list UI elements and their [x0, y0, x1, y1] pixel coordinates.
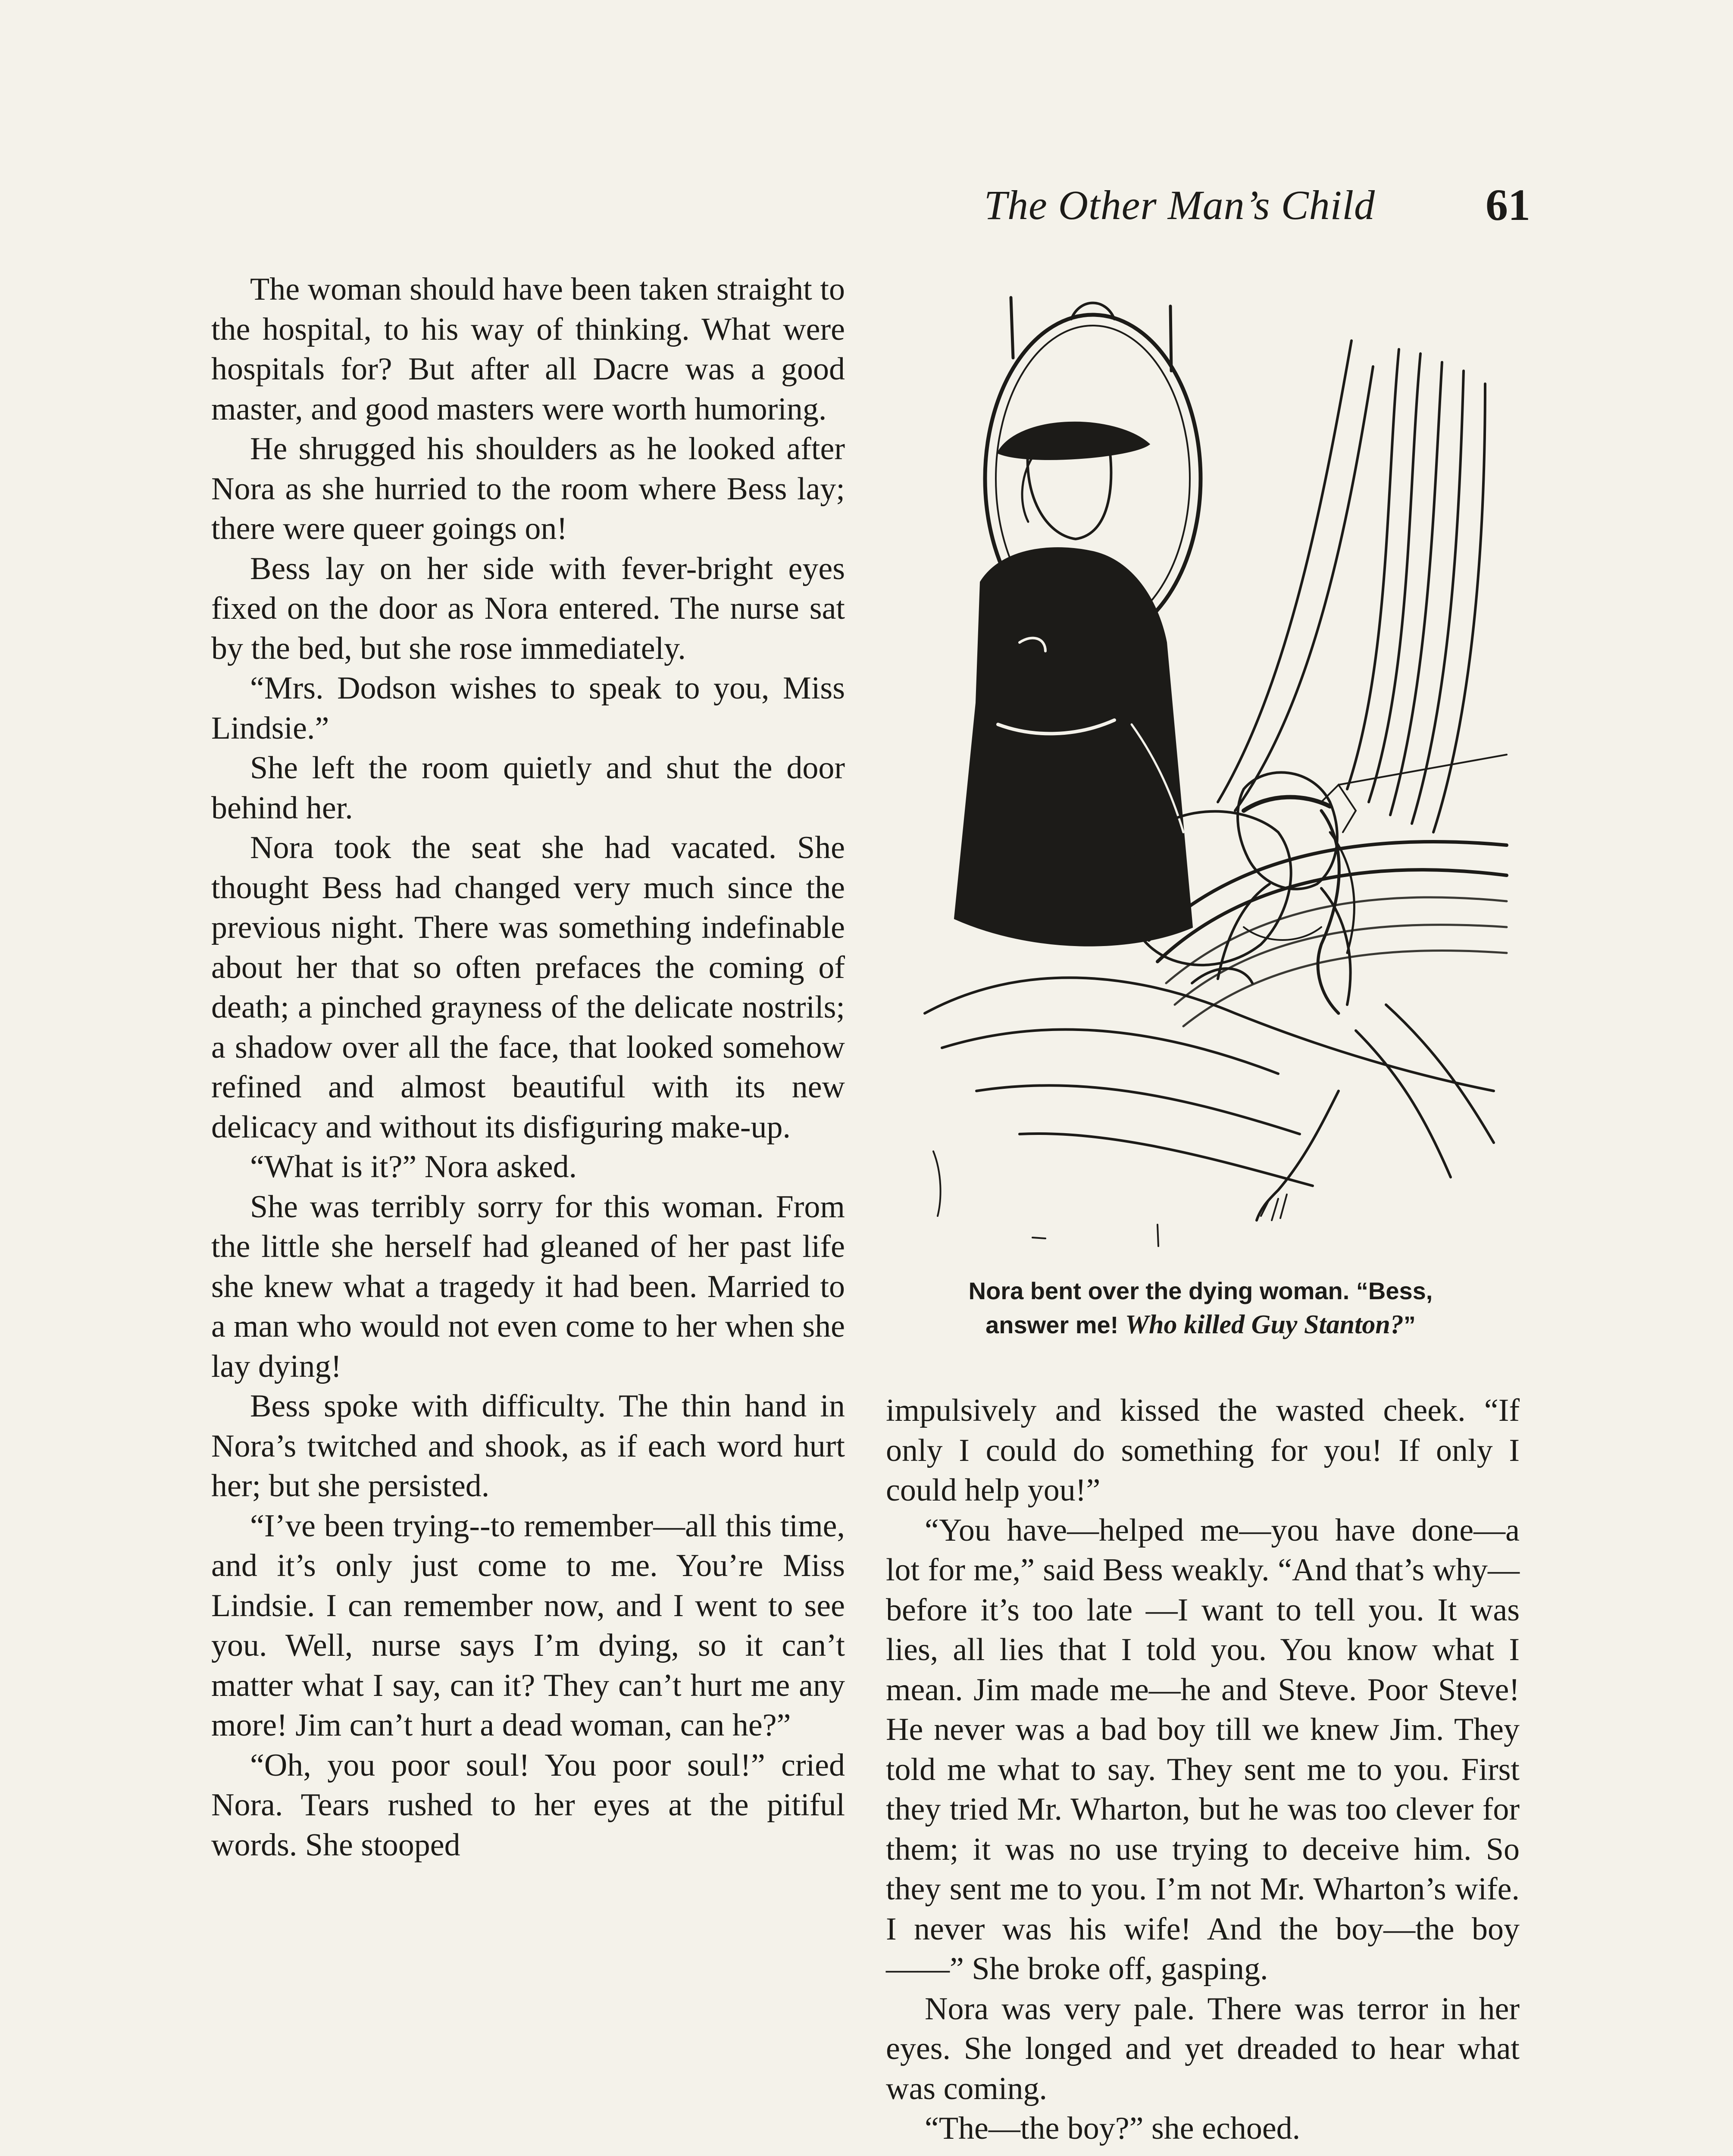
- paragraph: “You have—helped me—you have done—a lot for me,” said Bess weakly. “And that’s why—before it’s too late —I want to tell you. It was lies, all lies that I told you. You know what I mean. Jim made me—he and Steve. Poor Steve! He never was a bad boy till we knew Jim. They told me what to say. They sent me to you. First they tried Mr. Wharton, but he was too clever for them; it was no use trying to deceive him. So they sent me to you. I’m not Mr. Wharton’s wife. I never was his wife! And the boy—the boy——” She broke off, gasping.: [886, 1512, 1520, 1987]
- paragraph: He shrugged his shoulders as he looked after Nora as she hurried to the room where Bess lay; there were queer goings on!: [211, 431, 845, 546]
- paragraph: Nora was very pale. There was terror in her eyes. She longed and yet dreaded to hear what was coming.: [886, 1991, 1520, 2106]
- running-title: The Other Man’s Child: [984, 182, 1375, 228]
- left-text-column: [211, 270, 845, 1865]
- page-number: 61: [1486, 180, 1530, 230]
- illustration-drawing: [890, 272, 1511, 1259]
- caption-line-1: Nora bent over the dying woman. “Bess,: [968, 1277, 1433, 1304]
- paragraph: “Mrs. Dodson wishes to speak to you, Miss Lindsie.”: [211, 671, 845, 746]
- caption-line-2-italic: Who killed Guy Stanton?: [1125, 1310, 1404, 1339]
- caption-line-2-plain: answer me!: [985, 1311, 1125, 1338]
- caption-line-2: [888, 1308, 1513, 1342]
- illustration-caption: [888, 1274, 1513, 1342]
- illustration-nora-and-bess: [890, 272, 1511, 1259]
- paragraph: She was terribly sorry for this woman. From the little she herself had gleaned of her past life she knew what a tragedy it had been. Married to a man who would not even come to her when she lay dying!: [211, 1189, 845, 1384]
- paragraph: “I’ve been trying--to remember—all this time, and it’s only just come to me. You’re Miss Lindsie. I can remember now, and I went to see you. Well, nurse says I’m dying, so it can’t matter what I say, can it? They can’t hurt me any more! Jim can’t hurt a dead woman, can he?”: [211, 1508, 845, 1743]
- paragraph: Nora took the seat she had vacated. She thought Bess had changed very much since the previous night. There was something indefinable about her that so often prefaces the coming of death; a pinched grayness of the delicate nostrils; a shadow over all the face, that looked somehow refined and almost beautiful with its new delicacy and without its disfiguring make-up.: [211, 830, 845, 1145]
- paragraph: She left the room quietly and shut the door behind her.: [211, 750, 845, 826]
- paragraph: impulsively and kissed the wasted cheek. “If only I could do something for you! If only I could help you!”: [886, 1393, 1520, 1508]
- caption-line-2-close: ”: [1403, 1311, 1416, 1338]
- paragraph: “What is it?” Nora asked.: [250, 1149, 577, 1185]
- running-header: [612, 181, 1530, 246]
- paragraph: Bess spoke with difficulty. The thin hand in Nora’s twitched and shook, as if each word hurt her; but she persisted.: [211, 1388, 845, 1504]
- right-text-column: [886, 1391, 1520, 2149]
- paragraph: The woman should have been taken straight to the hospital, to his way of thinking. What were hospitals for? But after all Dacre was a good master, and good masters were worth humoring.: [211, 272, 845, 427]
- paragraph: “Oh, you poor soul! You poor soul!” cried Nora. Tears rushed to her eyes at the pitiful words. She stooped: [211, 1747, 845, 1863]
- paragraph: “The—the boy?” she echoed.: [925, 2111, 1301, 2146]
- paragraph: Bess lay on her side with fever-bright eyes fixed on the door as Nora entered. The nurse sat by the bed, but she rose immediately.: [211, 551, 845, 666]
